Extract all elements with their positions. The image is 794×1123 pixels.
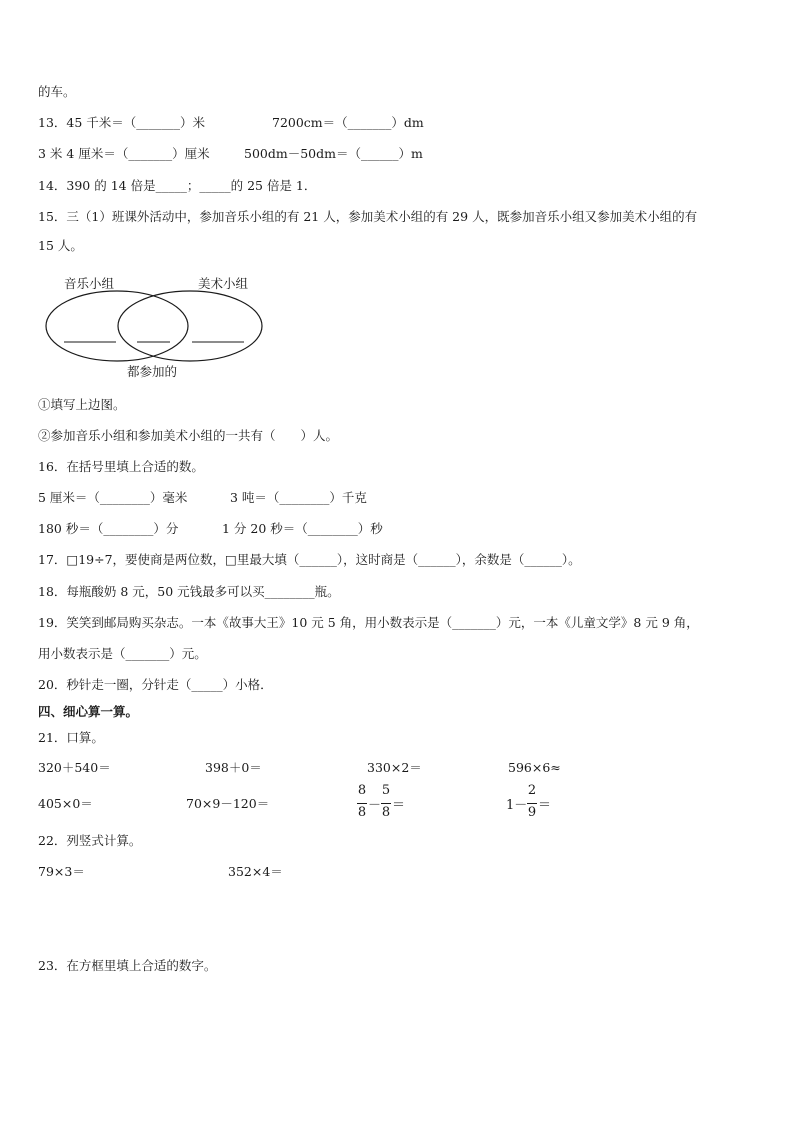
fraction-bar	[381, 803, 391, 804]
q16-c: 180 秒＝（________）分	[38, 521, 179, 536]
q16: 16．在括号里填上合适的数。	[38, 459, 204, 474]
venn-label-art: 美术小组	[198, 276, 249, 291]
calc-4: 596×6≈	[508, 760, 561, 775]
fraction-bar	[357, 803, 367, 804]
fraction-2-denominator: 8	[381, 805, 391, 820]
q13-a: 13．45 千米＝（_______）米	[38, 115, 206, 130]
q19-line1: 19．笑笑到邮局购买杂志。一本《故事大王》10 元 5 角，用小数表示是（_______）元，一本《儿童文学》8 元 9 角，	[38, 615, 699, 630]
fraction-3-denominator: 9	[527, 805, 537, 820]
art-circle	[118, 291, 262, 361]
calc-3: 330×2＝	[367, 760, 422, 775]
section-heading: 四、细心算一算。	[38, 704, 139, 719]
fraction-lead: 1－	[506, 798, 528, 813]
q17: 17．□19÷7，要使商是两位数，□里最大填（______），这时商是（______），余数是（______）。	[38, 552, 581, 567]
fraction-bar	[527, 803, 537, 804]
fraction-2-numerator: 5	[381, 783, 391, 798]
q22: 22．列竖式计算。	[38, 833, 142, 848]
venn-label-both: 都参加的	[127, 364, 178, 379]
q19-line2: 用小数表示是（_______）元。	[38, 646, 207, 661]
q13-d: 500dm－50dm＝（______）m	[244, 146, 423, 161]
q14: 14．390 的 14 倍是_____；_____的 25 倍是 1．	[38, 178, 317, 193]
q15-sub1: ①填写上边图。	[38, 397, 126, 412]
fraction-expression-1	[356, 783, 416, 825]
q13-b: 7200cm＝（_______）dm	[272, 115, 424, 130]
fraction-1-denominator: 8	[357, 805, 367, 820]
vertical-calc-1: 79×3＝	[38, 864, 85, 879]
music-circle	[46, 291, 188, 361]
calc-2: 398＋0＝	[205, 760, 262, 775]
fraction-3-numerator: 2	[527, 783, 537, 798]
venn-diagram	[44, 270, 266, 382]
calc-6: 70×9－120＝	[186, 796, 270, 811]
q16-a: 5 厘米＝（________）毫米	[38, 490, 188, 505]
fraction-equals: ＝	[392, 798, 406, 813]
venn-label-music: 音乐小组	[64, 276, 115, 291]
calc-1: 320＋540＝	[38, 760, 111, 775]
q13-c: 3 米 4 厘米＝（_______）厘米	[38, 146, 210, 161]
text-line: 的车。	[38, 84, 76, 99]
q15-line1: 15．三（1）班课外活动中，参加音乐小组的有 21 人，参加美术小组的有 29 人，既参加音乐小组又参加美术小组的有	[38, 209, 698, 224]
q21: 21．口算。	[38, 730, 104, 745]
q18: 18．每瓶酸奶 8 元，50 元钱最多可以买________瓶。	[38, 584, 340, 599]
q15-line2: 15 人。	[38, 238, 83, 253]
fraction-equals: ＝	[538, 798, 552, 813]
calc-5: 405×0＝	[38, 796, 93, 811]
q16-b: 3 吨＝（________）千克	[230, 490, 367, 505]
fraction-operator: －	[368, 798, 382, 813]
vertical-calc-2: 352×4＝	[228, 864, 283, 879]
q23: 23．在方框里填上合适的数字。	[38, 958, 217, 973]
fraction-expression-2	[506, 783, 566, 825]
q15-sub2: ②参加音乐小组和参加美术小组的一共有（ ）人。	[38, 428, 339, 443]
fraction-1-numerator: 8	[357, 783, 367, 798]
q16-d: 1 分 20 秒＝（________）秒	[222, 521, 383, 536]
q20: 20．秒针走一圈，分针走（_____）小格．	[38, 677, 273, 692]
